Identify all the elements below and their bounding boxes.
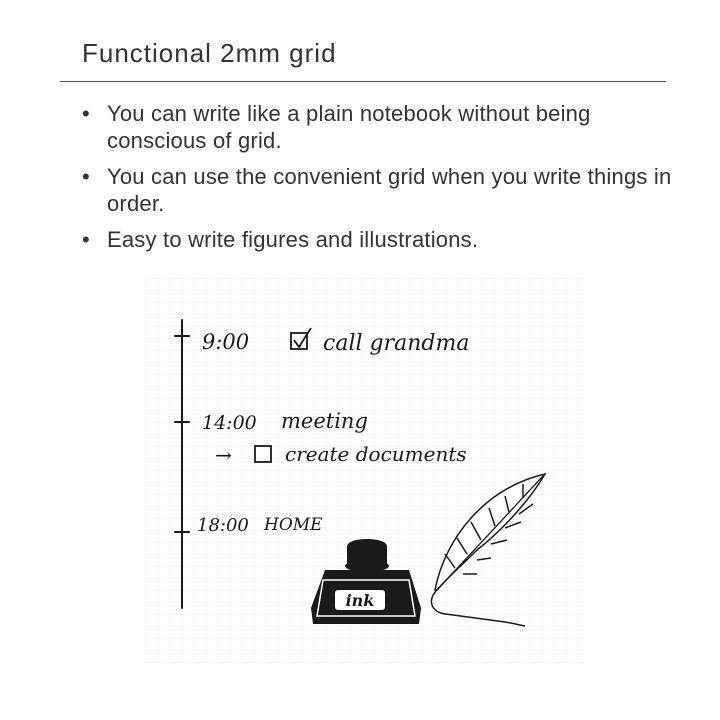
entry-time: 14:00	[202, 412, 257, 434]
bullet-dot: •	[82, 101, 90, 126]
entry-text: call grandma	[323, 331, 470, 356]
entry-time: 9:00	[202, 330, 250, 354]
feature-item	[82, 163, 682, 217]
feature-text: Easy to write figures and illustrations.	[107, 227, 479, 252]
feature-list	[82, 100, 682, 262]
entry-text: create documents	[285, 442, 467, 466]
feature-item	[82, 100, 682, 154]
feature-item	[82, 226, 682, 253]
title-divider	[60, 81, 666, 82]
notebook-sample	[145, 278, 585, 663]
page-title: Functional 2mm grid	[82, 38, 337, 68]
ink-label: ink	[345, 591, 375, 610]
entry-time: 18:00	[197, 515, 249, 536]
bullet-dot: •	[82, 164, 90, 189]
feature-text: You can use the convenient grid when you write things in order.	[107, 164, 672, 216]
entry-text: meeting	[281, 409, 368, 433]
arrow-icon: →	[215, 443, 232, 467]
grid-illustration	[145, 278, 585, 663]
feature-text: You can write like a plain notebook without being conscious of grid.	[107, 101, 591, 153]
entry-text: HOME	[264, 515, 323, 535]
bullet-dot: •	[82, 227, 90, 252]
